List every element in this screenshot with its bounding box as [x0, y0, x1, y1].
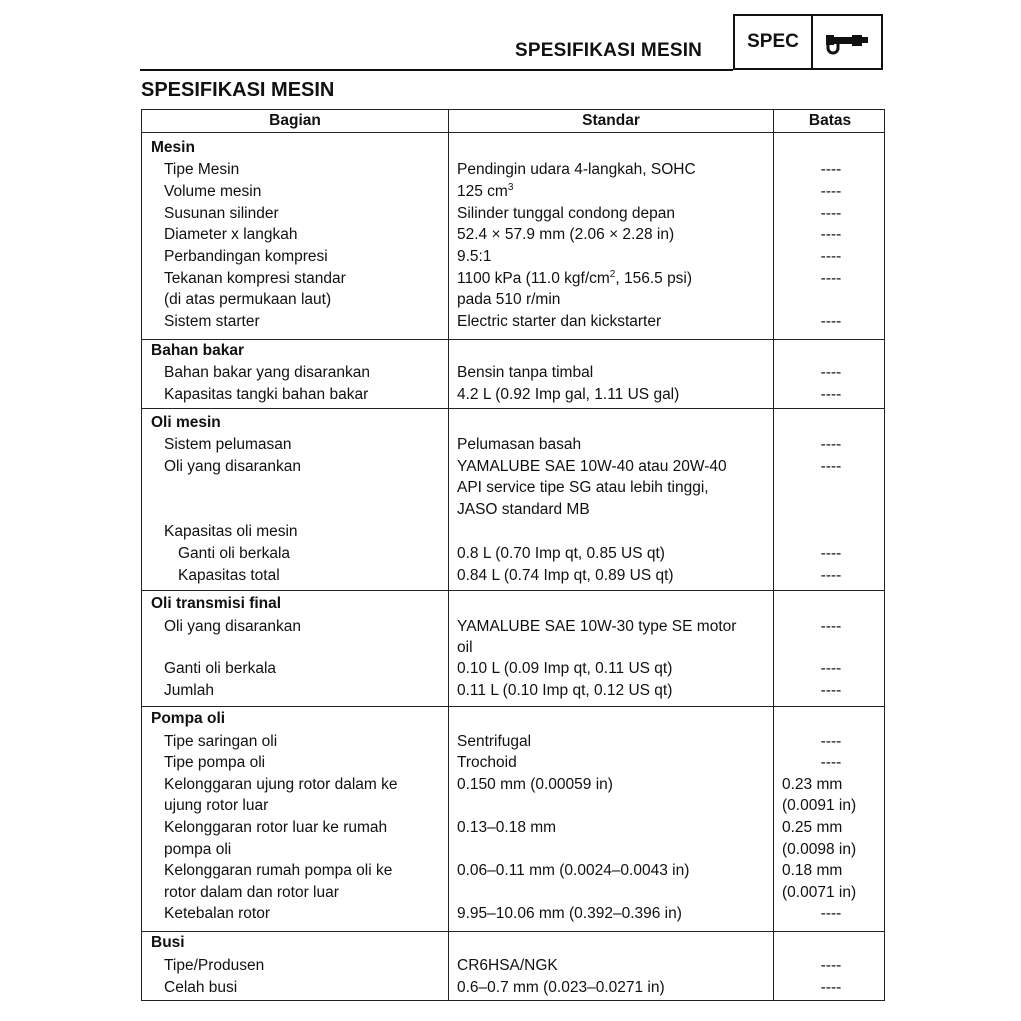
- group-divider: [142, 590, 884, 591]
- standard-value: 0.11 L (0.10 Imp qt, 0.12 US qt): [457, 682, 673, 699]
- item-label: Tipe Mesin: [164, 161, 240, 178]
- standard-value: 52.4 × 57.9 mm (2.06 × 2.28 in): [457, 226, 675, 243]
- standard-value: 0.10 L (0.09 Imp qt, 0.11 US qt): [457, 660, 673, 677]
- group-divider: [142, 931, 884, 932]
- spec-badge-box: [733, 14, 883, 70]
- limit-value: ----: [820, 682, 842, 699]
- item-label: Volume mesin: [164, 183, 262, 200]
- standard-value: 9.5:1: [457, 248, 492, 265]
- group-title-busi: Busi: [151, 934, 185, 951]
- group-title-mesin: Mesin: [151, 139, 195, 156]
- item-label: Tipe saringan oli: [164, 733, 278, 750]
- item-label: Sistem pelumasan: [164, 436, 292, 453]
- item-label: Oli yang disarankan: [164, 618, 301, 635]
- standard-value-text: , 156.5 psi): [615, 270, 693, 287]
- column-header-standar: Standar: [582, 112, 640, 129]
- standard-value: 0.150 mm (0.00059 in): [457, 776, 613, 793]
- limit-value: ----: [820, 957, 842, 974]
- limit-value: ----: [820, 436, 842, 453]
- standard-value-cont: pada 510 r/min: [457, 291, 561, 308]
- item-label: Diameter x langkah: [164, 226, 298, 243]
- limit-value: ----: [820, 226, 842, 243]
- standard-value-text: 1100 kPa (11.0 kgf/cm: [457, 270, 610, 287]
- limit-value: ----: [820, 270, 842, 287]
- standard-value: Trochoid: [457, 754, 517, 771]
- limit-value: ----: [820, 248, 842, 265]
- limit-value: ----: [820, 183, 842, 200]
- standard-value: 0.13–0.18 mm: [457, 819, 557, 836]
- standard-value-cont: API service tipe SG atau lebih tinggi,: [457, 479, 709, 496]
- standard-value: Bensin tanpa timbal: [457, 364, 594, 381]
- column-divider: [448, 110, 449, 1000]
- limit-value-cont: (0.0071 in): [782, 884, 857, 901]
- item-label: Celah busi: [164, 979, 238, 996]
- item-label-cont: pompa oli: [164, 841, 232, 858]
- item-label: Jumlah: [164, 682, 214, 699]
- standard-value: 4.2 L (0.92 Imp gal, 1.11 US gal): [457, 386, 680, 403]
- standard-value: Pelumasan basah: [457, 436, 582, 453]
- item-label: Kelonggaran ujung rotor dalam ke: [164, 776, 398, 793]
- limit-value: ----: [820, 618, 842, 635]
- limit-value-cont: (0.0091 in): [782, 797, 857, 814]
- header-rule: [140, 69, 733, 71]
- limit-value: ----: [820, 567, 842, 584]
- spec-table: [141, 109, 885, 1001]
- limit-value: ----: [820, 364, 842, 381]
- item-label: Perbandingan kompresi: [164, 248, 328, 265]
- item-label-cont: ujung rotor luar: [164, 797, 269, 814]
- item-label: Kapasitas tangki bahan bakar: [164, 386, 369, 403]
- item-label: Tipe pompa oli: [164, 754, 266, 771]
- group-title-oli-transmisi: Oli transmisi final: [151, 595, 282, 612]
- limit-value: 0.25 mm: [782, 819, 843, 836]
- item-label: Tipe/Produsen: [164, 957, 265, 974]
- limit-value: ----: [820, 545, 842, 562]
- limit-value: ----: [820, 979, 842, 996]
- item-label-sub: Ganti oli berkala: [178, 545, 291, 562]
- group-divider: [142, 408, 884, 409]
- item-label: Ganti oli berkala: [164, 660, 277, 677]
- item-label: Ketebalan rotor: [164, 905, 270, 922]
- item-label: Bahan bakar yang disarankan: [164, 364, 370, 381]
- item-label-sub: Kapasitas total: [178, 567, 280, 584]
- column-header-bagian: Bagian: [269, 112, 321, 129]
- standard-value-cont: JASO standard MB: [457, 501, 590, 518]
- group-title-pompa-oli: Pompa oli: [151, 710, 226, 727]
- standard-value: [457, 268, 692, 290]
- header-divider: [142, 132, 884, 133]
- limit-value: ----: [820, 905, 842, 922]
- limit-value: ----: [820, 733, 842, 750]
- standard-value: [457, 181, 513, 203]
- spec-badge: SPEC: [735, 16, 813, 68]
- item-label: Kelonggaran rotor luar ke rumah: [164, 819, 388, 836]
- group-title-bahan-bakar: Bahan bakar: [151, 342, 245, 359]
- limit-value: ----: [820, 754, 842, 771]
- standard-value: Electric starter dan kickstarter: [457, 313, 662, 330]
- limit-value: ----: [820, 660, 842, 677]
- item-label: Susunan silinder: [164, 205, 279, 222]
- standard-value-text: 125 cm: [457, 183, 508, 200]
- standard-value: YAMALUBE SAE 10W-40 atau 20W-40: [457, 458, 727, 475]
- section-title: SPESIFIKASI MESIN: [141, 79, 335, 101]
- micrometer-icon: [813, 16, 881, 68]
- running-title: SPESIFIKASI MESIN: [515, 40, 703, 61]
- item-label: Kelonggaran rumah pompa oli ke: [164, 862, 393, 879]
- item-label-cont: rotor dalam dan rotor luar: [164, 884, 339, 901]
- standard-value: 0.6–0.7 mm (0.023–0.0271 in): [457, 979, 665, 996]
- standard-value-cont: oil: [457, 639, 473, 656]
- standard-value: Pendingin udara 4-langkah, SOHC: [457, 161, 696, 178]
- standard-value: 0.06–0.11 mm (0.0024–0.0043 in): [457, 862, 690, 879]
- item-label: Tekanan kompresi standar: [164, 270, 346, 287]
- limit-value: ----: [820, 313, 842, 330]
- standard-value: CR6HSA/NGK: [457, 957, 558, 974]
- limit-value-cont: (0.0098 in): [782, 841, 857, 858]
- standard-value: 0.8 L (0.70 Imp qt, 0.85 US qt): [457, 545, 665, 562]
- limit-value: ----: [820, 161, 842, 178]
- standard-value: Silinder tunggal condong depan: [457, 205, 676, 222]
- limit-value: 0.23 mm: [782, 776, 843, 793]
- group-title-oli-mesin: Oli mesin: [151, 414, 221, 431]
- standard-value: 0.84 L (0.74 Imp qt, 0.89 US qt): [457, 567, 674, 584]
- standard-value: Sentrifugal: [457, 733, 532, 750]
- group-divider: [142, 339, 884, 340]
- limit-value: ----: [820, 386, 842, 403]
- column-header-batas: Batas: [808, 112, 852, 129]
- item-label-cont: (di atas permukaan laut): [164, 291, 332, 308]
- item-label: Kapasitas oli mesin: [164, 523, 298, 540]
- superscript: 3: [507, 181, 514, 193]
- group-divider: [142, 706, 884, 707]
- limit-value: ----: [820, 458, 842, 475]
- item-label: Oli yang disarankan: [164, 458, 301, 475]
- standard-value: 9.95–10.06 mm (0.392–0.396 in): [457, 905, 682, 922]
- limit-value: 0.18 mm: [782, 862, 843, 879]
- standard-value: YAMALUBE SAE 10W-30 type SE motor: [457, 618, 737, 635]
- superscript: 2: [609, 268, 616, 280]
- limit-value: ----: [820, 205, 842, 222]
- item-label: Sistem starter: [164, 313, 260, 330]
